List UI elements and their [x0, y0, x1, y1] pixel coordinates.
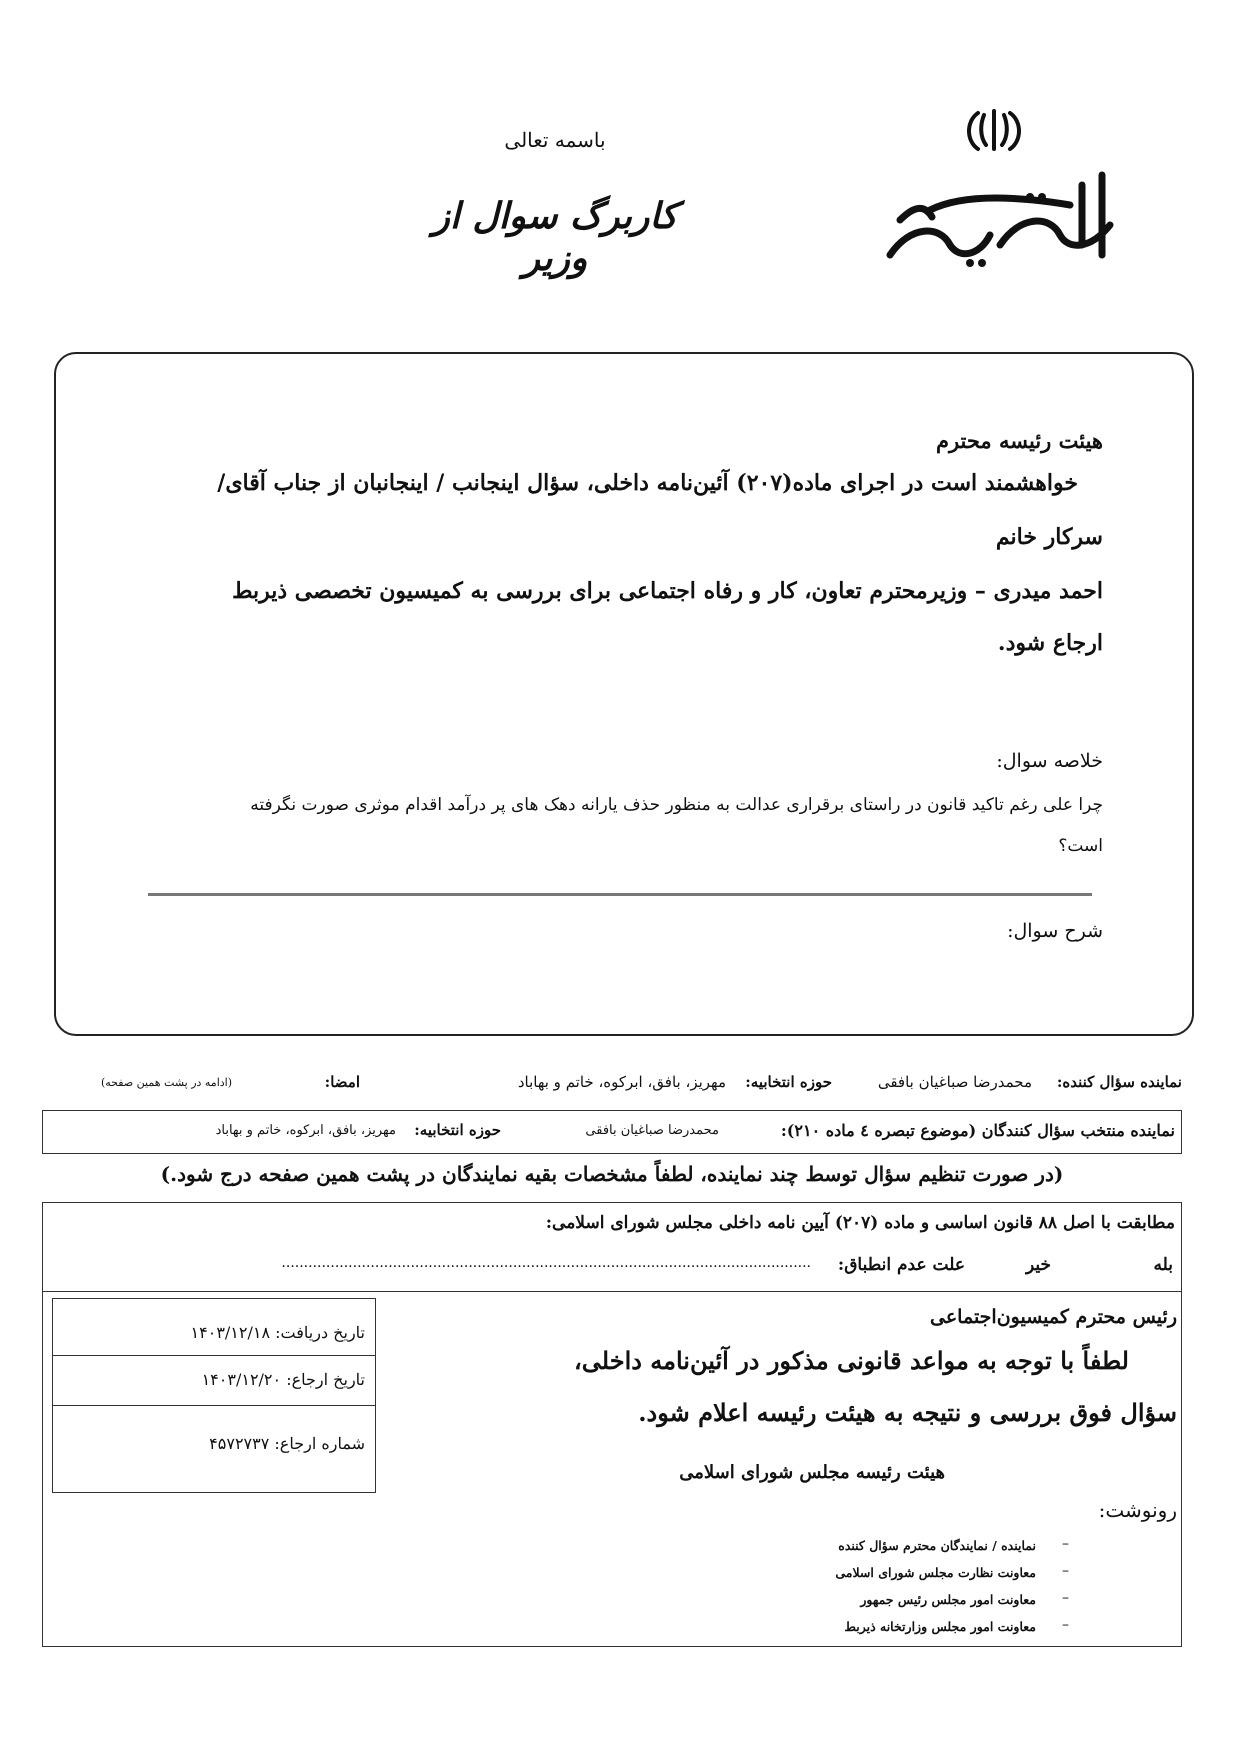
cc-item: نماینده / نمایندگان محترم سؤال کننده	[838, 1538, 1036, 1553]
sign-label: امضا:	[324, 1073, 360, 1091]
received-date: تاریخ دریافت: ۱۴۰۳/۱۲/۱۸	[190, 1323, 365, 1342]
referral-line-1: لطفاً با توجه به مواعد قانونی مذکور در آئین‌نامه داخلی،	[574, 1346, 1129, 1375]
divider	[148, 893, 1092, 896]
minister-name: احمد میدری – وزیرمحترم تعاون، کار و رفاه اجتماعی	[618, 578, 1103, 604]
received-date-cell	[53, 1299, 375, 1356]
cc-dash: –	[1062, 1536, 1069, 1552]
rep-name: محمدرضا صباغیان بافقی	[877, 1073, 1032, 1091]
referral-signatory: هیئت رئیسه مجلس شورای اسلامی	[679, 1462, 945, 1483]
district-value: مهریز، بافق، ابرکوه، خاتم و بهاباد	[517, 1073, 726, 1091]
selected-district-label: حوزه انتخابیه:	[414, 1121, 501, 1139]
compliance-no: خیر	[1025, 1255, 1051, 1275]
compliance-yes: بله	[1153, 1255, 1173, 1275]
ref-number-cell	[53, 1406, 375, 1492]
selected-rep-label: نماینده منتخب سؤال کنندگان (موضوع تبصره ٤ ماده ٢١٠):	[780, 1121, 1175, 1140]
reason-dots: .......................................................................................................................	[281, 1255, 811, 1271]
cc-item: معاونت امور مجلس وزارتخانه ذیربط	[844, 1619, 1036, 1634]
form-title: کاربرگ سوال از وزیر	[432, 195, 678, 279]
summary-line-2: است؟	[1058, 836, 1103, 856]
reason-label: علت عدم انطباق:	[837, 1255, 965, 1275]
request-line-1: خواهشمند است در اجرای ماده(۲۰۷) آئین‌نامه داخلی، سؤال اینجانب / اینجانبان از جناب آقای/	[217, 470, 1078, 496]
iran-emblem-icon	[870, 105, 1130, 275]
ref-number: شماره ارجاع: ۴۵۷۲۷۳۷	[209, 1434, 365, 1453]
date-table	[52, 1298, 376, 1493]
referred-date-cell	[53, 1356, 375, 1406]
explanation-label: شرح سوال:	[1007, 920, 1103, 942]
referral-addressee: رئیس محترم کمیسیون‌اجتماعی	[930, 1306, 1177, 1328]
cc-dash: –	[1062, 1590, 1069, 1606]
cc-dash: –	[1062, 1563, 1069, 1579]
referral-line-2: سؤال فوق بررسی و نتیجه به هیئت رئیسه اعلام شود.	[638, 1398, 1177, 1427]
summary-line-1: چرا علی رغم تاکید قانون در راستای برقراری عدالت به منظور حذف یارانه دهک های پر درآمد اقدام موثری صورت نگرفته	[250, 795, 1103, 815]
request-line-3	[232, 578, 1103, 604]
summary-label: خلاصه سوال:	[996, 750, 1103, 772]
request-line-3-rest: برای بررسی به کمیسیون تخصصی ذیربط	[232, 578, 619, 604]
multi-rep-note: (در صورت تنظیم سؤال توسط چند نماینده، لطفاً مشخصات بقیه نمایندگان در پشت همین صفحه درج شود.)	[160, 1162, 1064, 1186]
selected-district-value: مهریز، بافق، ابرکوه، خاتم و بهاباد	[215, 1123, 396, 1138]
compliance-text: مطابقت با اصل ۸۸ قانون اساسی و ماده (۲۰۷) آیین نامه داخلی مجلس شورای اسلامی:	[545, 1213, 1175, 1233]
referred-date: تاریخ ارجاع: ۱۴۰۳/۱۲/۲۰	[201, 1370, 365, 1389]
parliament-emblem	[870, 105, 1130, 275]
cc-item: معاونت نظارت مجلس شورای اسلامی	[835, 1565, 1036, 1580]
cc-label: رونوشت:	[1098, 1498, 1177, 1522]
compliance-box	[42, 1202, 1182, 1292]
cc-item: معاونت امور مجلس رئیس جمهور	[860, 1592, 1036, 1607]
continued-note: (ادامه در پشت همین صفحه)	[100, 1076, 232, 1089]
district-label: حوزه انتخابیه:	[745, 1073, 832, 1091]
request-line-2: سرکار خانم	[995, 524, 1103, 550]
selected-rep-box	[42, 1110, 1182, 1154]
selected-rep-name: محمدرضا صباغیان بافقی	[585, 1123, 719, 1138]
rep-label: نماینده سؤال کننده:	[1056, 1073, 1182, 1091]
cc-dash: –	[1062, 1617, 1069, 1633]
signature-row	[50, 1073, 1182, 1101]
request-line-4: ارجاع شود.	[997, 630, 1103, 656]
basmala: باسمه تعالی	[504, 128, 606, 152]
salutation: هیئت رئیسه محترم	[935, 428, 1103, 453]
